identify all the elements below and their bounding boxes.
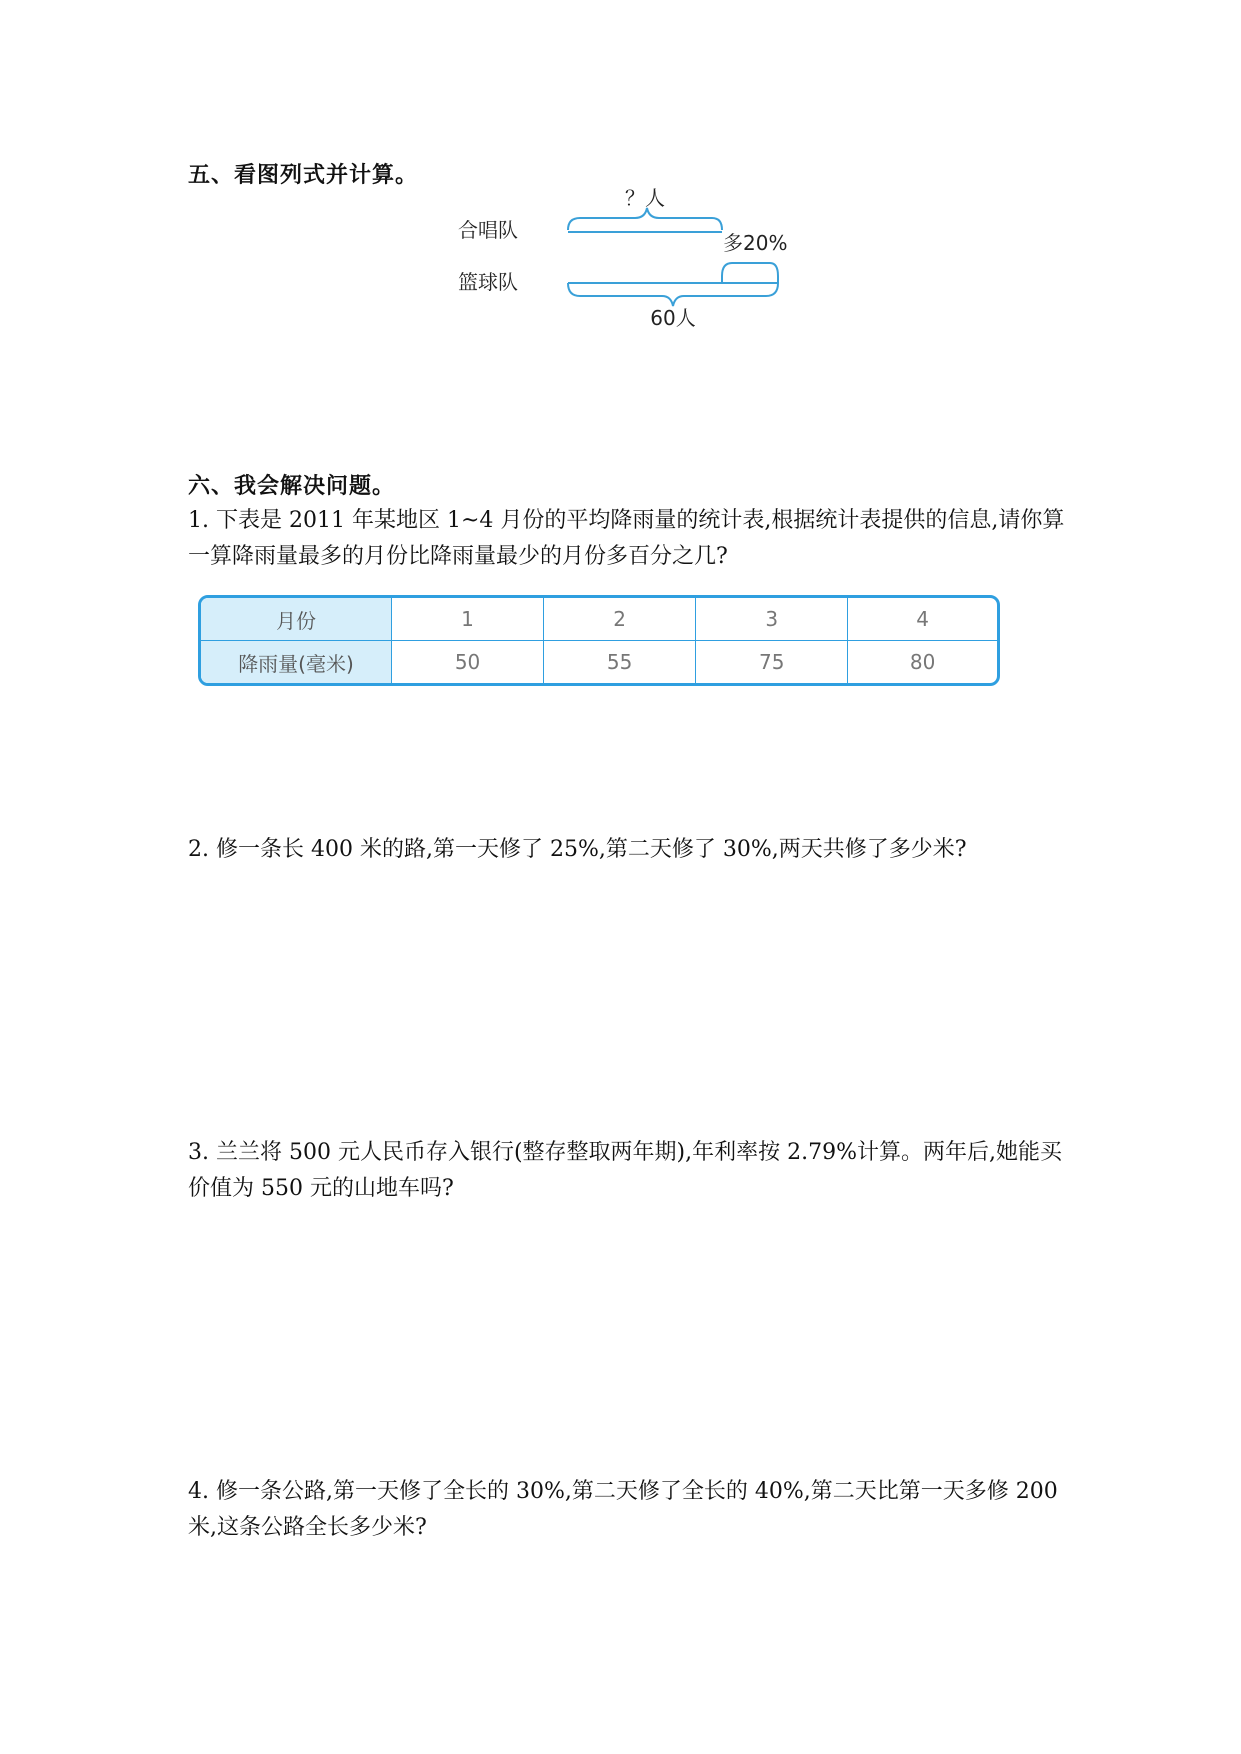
section-5-heading: 五、看图列式并计算。 [188,163,419,188]
basketball-label: 篮球队 [458,270,518,294]
question-4: 4. 修一条公路,第一天修了全长的 30%,第二天修了全长的 40%,第二天比第一天多修 200 米,这条公路全长多少米? [188,1479,1058,1540]
choir-label: 合唱队 [458,218,518,242]
bottom-brace [568,283,778,306]
month-cell: 3 [696,598,848,641]
month-cell: 4 [848,598,997,641]
question-1: 1. 下表是 2011 年某地区 1~4 月份的平均降雨量的统计表,根据统计表提供的信息,请你算一算降雨量最多的月份比降雨量最少的月份多百分之几? [188,508,1065,569]
rainfall-table [198,595,1000,686]
section-6-heading: 六、我会解决问题。 [188,474,396,499]
month-cell: 2 [544,598,696,641]
table-row [201,598,997,641]
rainfall-header-cell: 降雨量(毫米) [201,641,392,684]
top-brace [568,208,722,230]
bar-diagram [440,180,800,340]
top-label: ？人 [625,186,665,210]
rainfall-cell: 75 [696,641,848,684]
month-header-cell: 月份 [201,598,392,641]
month-cell: 1 [392,598,544,641]
extra-label: 多20% [723,231,788,255]
question-2: 2. 修一条长 400 米的路,第一天修了 25%,第二天修了 30%,两天共修了多少米? [188,837,967,862]
rainfall-cell: 50 [392,641,544,684]
question-3: 3. 兰兰将 500 元人民币存入银行(整存整取两年期),年利率按 2.79%计算。两年后,她能买价值为 550 元的山地车吗? [188,1140,1062,1201]
extra-brace [722,263,778,283]
bottom-label: 60人 [650,306,696,330]
rainfall-cell: 55 [544,641,696,684]
rainfall-cell: 80 [848,641,997,684]
table-row [201,641,997,684]
